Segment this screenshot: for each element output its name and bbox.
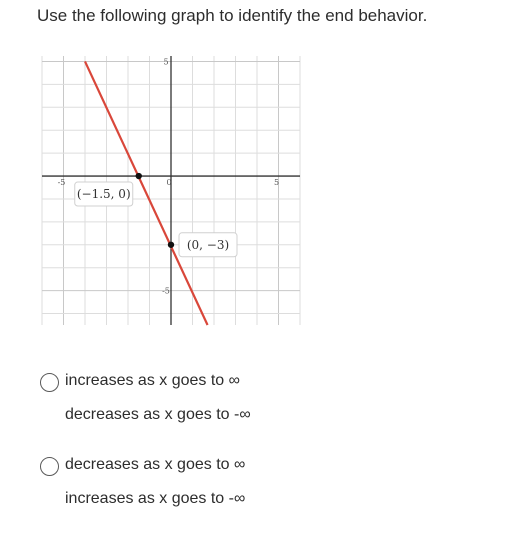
- option-2-radio[interactable]: [40, 457, 59, 476]
- option-1-line-2: decreases as x goes to -∞: [65, 406, 251, 423]
- point-marker: [168, 242, 174, 248]
- point-label: (−1.5, 0): [76, 187, 131, 202]
- question-text: Use the following graph to identify the end behavior.: [37, 6, 428, 25]
- option-2-line-2: increases as x goes to -∞: [65, 490, 246, 507]
- option-1-radio[interactable]: [40, 373, 59, 392]
- y-tick-label: 5: [163, 57, 169, 67]
- option-1-line-1: increases as x goes to ∞: [65, 372, 241, 389]
- y-tick-label: -5: [162, 286, 170, 296]
- x-tick-label: 0: [166, 178, 172, 188]
- option-2-line-1: decreases as x goes to ∞: [65, 456, 246, 473]
- x-tick-label: 5: [273, 178, 280, 188]
- x-tick-label: -5: [57, 178, 66, 188]
- point-label: (0, −3): [186, 237, 230, 252]
- point-marker: [136, 173, 142, 179]
